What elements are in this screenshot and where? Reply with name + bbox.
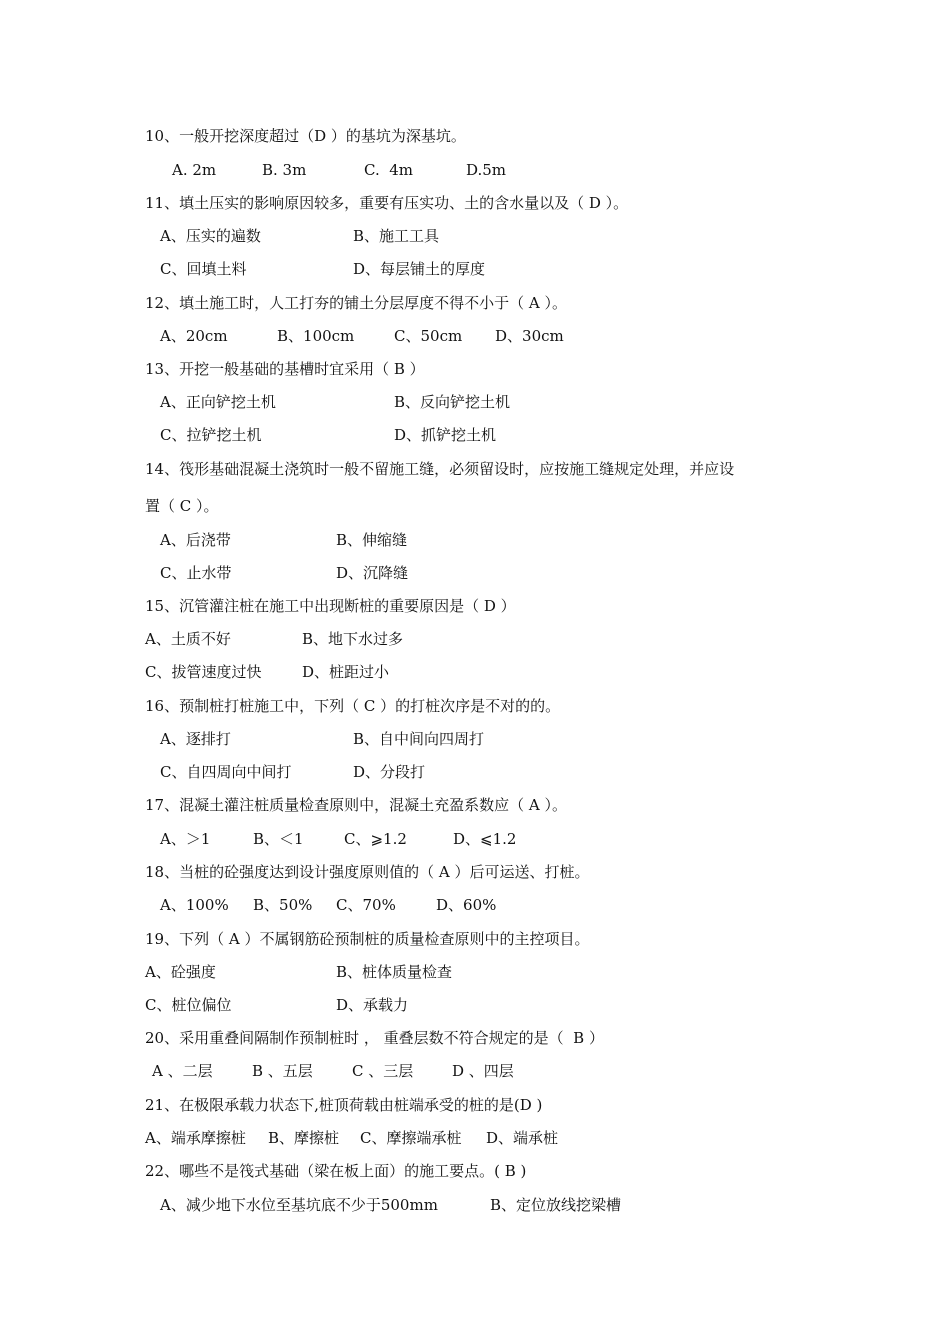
question-13-stem: 13、开挖一般基础的基槽时宜采用（ B ） [145, 360, 425, 378]
question-18-stem: 18、当桩的砼强度达到设计强度原则值的（ A ）后可运送、打桩。 [145, 863, 590, 881]
question-13-option-c: C、拉铲挖土机 [160, 426, 262, 444]
question-20-stem: 20、采用重叠间隔制作预制桩时 ， 重叠层数不符合规定的是（ B ） [145, 1029, 604, 1047]
question-12-option-c: C、50cm [394, 327, 463, 345]
question-19-stem: 19、下列（ A ）不属钢筋砼预制桩的质量检查原则中的主控项目。 [145, 930, 590, 948]
question-15-stem: 15、沉管灌注桩在施工中出现断桩的重要原因是（ D ） [145, 597, 516, 615]
question-18-option-a: A、100% [160, 896, 229, 914]
question-21-stem: 21、在极限承载力状态下,桩顶荷载由桩端承受的桩的是(D ) [145, 1096, 543, 1114]
question-18-option-b: B、50% [253, 896, 313, 914]
question-19-option-d: D、承载力 [336, 996, 409, 1014]
question-15-option-b: B、地下水过多 [302, 630, 404, 648]
question-15-option-a: A、土质不好 [145, 630, 231, 648]
question-14-option-b: B、伸缩缝 [336, 531, 408, 549]
question-21-option-d: D、端承桩 [486, 1129, 559, 1147]
question-14-option-d: D、沉降缝 [336, 564, 409, 582]
question-21-option-b: B、摩擦桩 [268, 1129, 340, 1147]
question-20-option-c: C 、三层 [352, 1062, 414, 1080]
question-19-option-c: C、桩位偏位 [145, 996, 232, 1014]
question-11-stem: 11、填土压实的影响原因较多，重要有压实功、土的含水量以及（ D ）。 [145, 194, 629, 212]
question-22-option-b: B、定位放线挖梁槽 [490, 1196, 622, 1214]
question-10-option-a: A. 2m [172, 161, 217, 179]
question-16-option-c: C、自四周向中间打 [160, 763, 292, 781]
question-21-option-a: A、端承摩擦桩 [145, 1129, 246, 1147]
question-13-option-a: A、正向铲挖土机 [160, 393, 276, 411]
question-19-option-b: B、桩体质量检查 [336, 963, 453, 981]
question-17-option-d: D、⩽1.2 [453, 830, 517, 848]
question-16-stem: 16、预制桩打桩施工中，下列（ C ）的打桩次序是不对的的。 [145, 697, 561, 715]
question-12-option-d: D、30cm [495, 327, 564, 345]
question-10-stem: 10、一般开挖深度超过（D ）的基坑为深基坑。 [145, 127, 466, 145]
question-14-option-c: C、止水带 [160, 564, 232, 582]
question-20-option-b: B 、五层 [252, 1062, 313, 1080]
question-13-option-d: D、抓铲挖土机 [394, 426, 497, 444]
question-19-option-a: A、砼强度 [145, 963, 216, 981]
question-21-option-c: C、摩擦端承桩 [360, 1129, 462, 1147]
question-12-stem: 12、填土施工时，人工打夯的铺土分层厚度不得不小于（ A ）。 [145, 294, 567, 312]
question-10-option-b: B. 3m [262, 161, 307, 179]
question-18-option-c: C、70% [336, 896, 396, 914]
question-18-option-d: D、60% [436, 896, 497, 914]
question-11-option-a: A、压实的遍数 [160, 227, 261, 245]
question-10-option-d: D.5m [466, 161, 507, 179]
question-14-stem: 14、筏形基础混凝土浇筑时一般不留施工缝，必须留设时，应按施工缝规定处理，并应设 [145, 460, 735, 478]
question-16-option-a: A、逐排打 [160, 730, 231, 748]
question-15-option-c: C、拔管速度过快 [145, 663, 262, 681]
question-16-option-b: B、自中间向四周打 [353, 730, 485, 748]
question-22-option-a: A、减少地下水位至基坑底不少于500mm [160, 1196, 438, 1214]
question-11-option-d: D、每层铺土的厚度 [353, 260, 486, 278]
question-17-stem: 17、混凝土灌注桩质量检查原则中，混凝土充盈系数应（ A ）。 [145, 796, 567, 814]
question-14-stem-continued: 置（ C ）。 [145, 497, 219, 515]
question-15-option-d: D、桩距过小 [302, 663, 390, 681]
question-12-option-b: B、100cm [277, 327, 355, 345]
question-22-stem: 22、哪些不是筏式基础（梁在板上面）的施工要点。( B ) [145, 1162, 527, 1180]
question-20-option-d: D 、四层 [452, 1062, 514, 1080]
question-20-option-a: A 、二层 [152, 1062, 213, 1080]
question-17-option-c: C、⩾1.2 [344, 830, 407, 848]
question-17-option-b: B、＜1 [253, 830, 304, 848]
question-14-option-a: A、后浇带 [160, 531, 231, 549]
question-13-option-b: B、反向铲挖土机 [394, 393, 511, 411]
question-10-option-c: C. 4m [364, 161, 414, 179]
question-16-option-d: D、分段打 [353, 763, 426, 781]
question-11-option-b: B、施工工具 [353, 227, 440, 245]
question-12-option-a: A、20cm [160, 327, 228, 345]
question-17-option-a: A、＞1 [160, 830, 211, 848]
question-11-option-c: C、回填土料 [160, 260, 247, 278]
